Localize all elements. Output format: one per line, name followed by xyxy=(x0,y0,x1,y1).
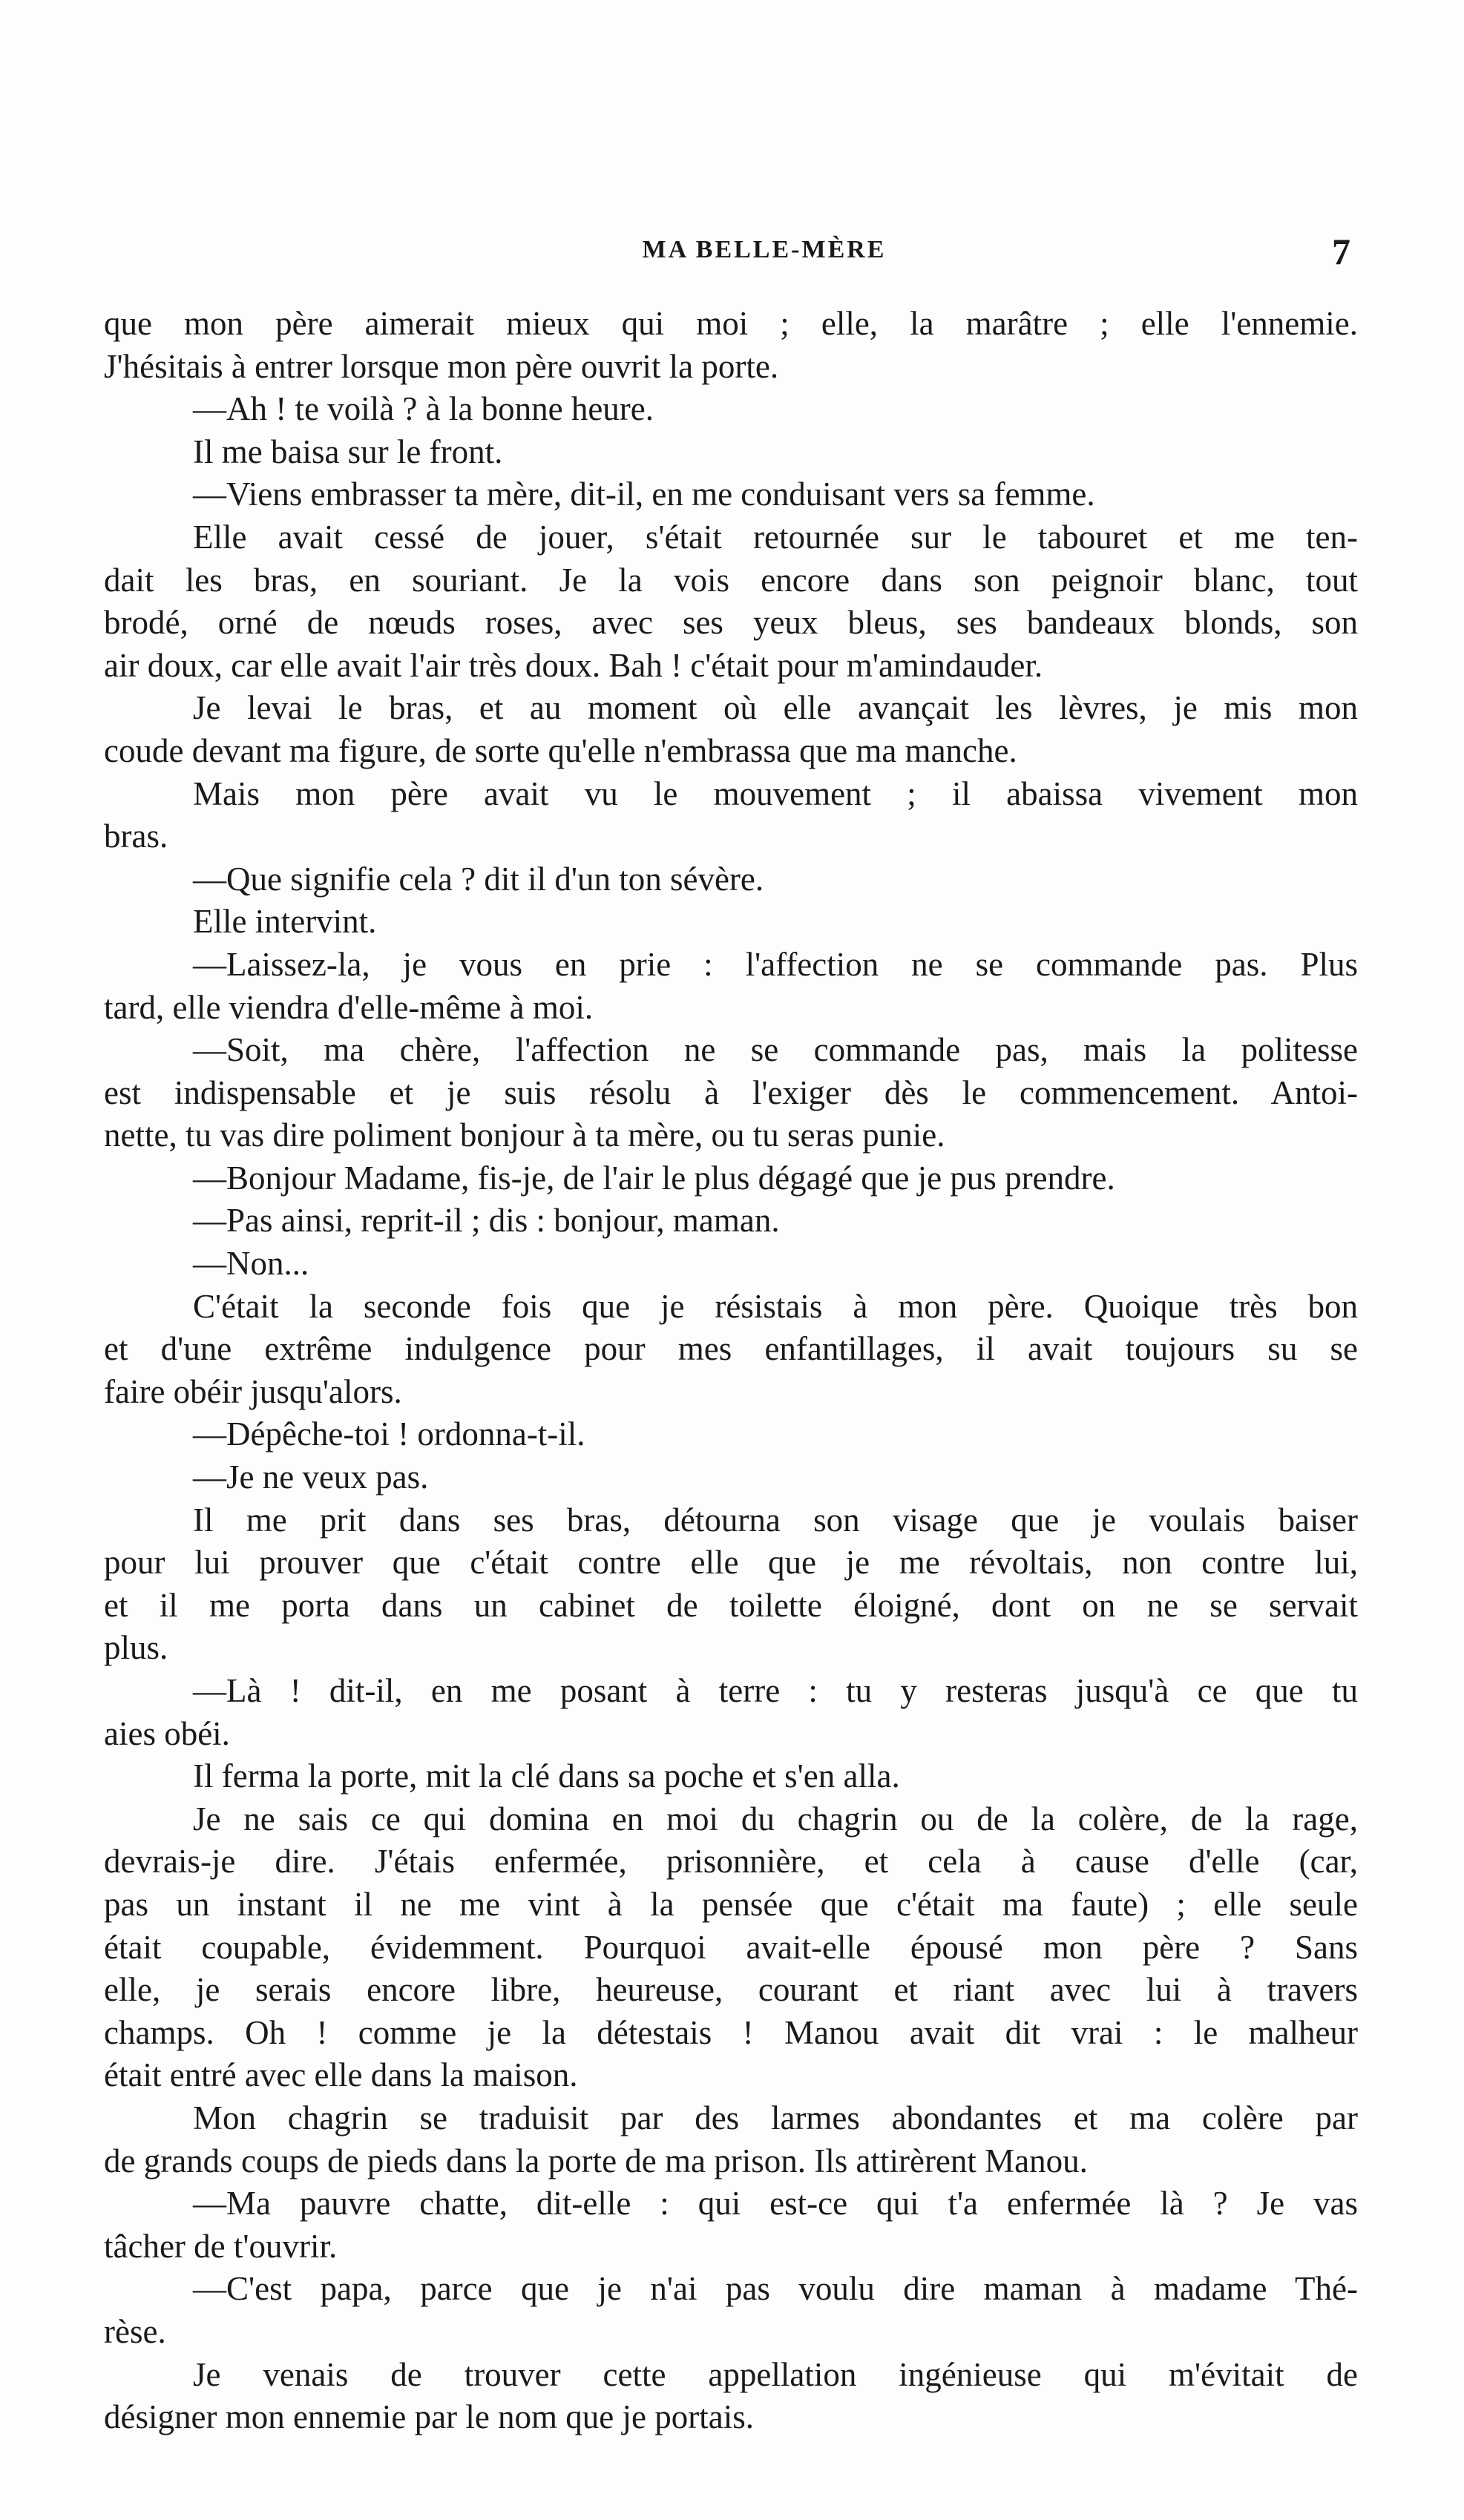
text-line: nette, tu vas dire poliment bonjour à ta mère, ou tu seras punie. xyxy=(104,1116,945,1154)
text-line: désigner mon ennemie par le nom que je portais. xyxy=(104,2398,754,2436)
running-head xyxy=(178,231,1350,280)
text-line: —Là ! dit-il, en me posant à terre : tu y resteras jusqu'à ce que tu xyxy=(193,1672,1358,1709)
text-line: Je levai le bras, et au moment où elle avançait les lèvres, je mis mon xyxy=(193,689,1358,727)
text-line: tâcher de t'ouvrir. xyxy=(104,2227,338,2265)
text-line: —Ma pauvre chatte, dit-elle : qui est-ce qui t'a enfermée là ? Je vas xyxy=(193,2185,1358,2223)
text-line: —Laissez-la, je vous en prie : l'affection ne se commande pas. Plus xyxy=(193,945,1358,983)
text-line: —Viens embrasser ta mère, dit-il, en me conduisant vers sa femme. xyxy=(193,476,1095,513)
text-line: —C'est papa, parce que je n'ai pas voulu dire maman à madame Thé- xyxy=(193,2270,1358,2308)
page-number: 7 xyxy=(1332,231,1350,272)
text-line: Je ne sais ce qui domina en moi du chagrin ou de la colère, de la rage, xyxy=(193,1800,1358,1838)
text-line: pour lui prouver que c'était contre elle que je me révoltais, non contre lui, xyxy=(104,1544,1358,1582)
text-line: brodé, orné de nœuds roses, avec ses yeux bleus, ses bandeaux blonds, son xyxy=(104,604,1358,642)
text-line: aies obéi. xyxy=(104,1714,230,1752)
text-line: —Je ne veux pas. xyxy=(193,1458,429,1496)
text-line: —Dépêche-toi ! ordonna-t-il. xyxy=(193,1415,585,1453)
text-line: Il ferma la porte, mit la clé dans sa poche et s'en alla. xyxy=(193,1757,900,1795)
text-line: Il me prit dans ses bras, détourna son visage que je voulais baiser xyxy=(193,1501,1358,1539)
text-line: J'hésitais à entrer lorsque mon père ouvrit la porte. xyxy=(104,347,779,385)
text-body xyxy=(104,303,1358,2439)
text-line: bras. xyxy=(104,817,168,855)
text-line: plus. xyxy=(104,1629,168,1667)
text-line: air doux, car elle avait l'air très doux. Bah ! c'était pour m'amindauder. xyxy=(104,646,1043,684)
text-line: de grands coups de pieds dans la porte de ma prison. Ils attirèrent Manou. xyxy=(104,2142,1088,2179)
text-line: —Que signifie cela ? dit il d'un ton sévère. xyxy=(193,860,764,898)
text-line: Il me baisa sur le front. xyxy=(193,432,503,470)
text-line: Elle avait cessé de jouer, s'était retournée sur le tabouret et me ten- xyxy=(193,518,1358,556)
text-line: —Bonjour Madame, fis-je, de l'air le plus dégagé que je pus prendre. xyxy=(193,1159,1115,1197)
text-line: coude devant ma figure, de sorte qu'elle n'embrassa que ma manche. xyxy=(104,731,1017,769)
text-line: tard, elle viendra d'elle-même à moi. xyxy=(104,988,594,1026)
text-line: était coupable, évidemment. Pourquoi avait-elle épousé mon père ? Sans xyxy=(104,1928,1358,1966)
text-line: devrais-je dire. J'étais enfermée, prisonnière, et cela à cause d'elle (car, xyxy=(104,1843,1358,1881)
text-line: était entré avec elle dans la maison. xyxy=(104,2056,578,2094)
text-line: est indispensable et je suis résolu à l'exiger dès le commencement. Antoi- xyxy=(104,1073,1358,1111)
text-line: —Ah ! te voilà ? à la bonne heure. xyxy=(193,390,654,428)
text-line: elle, je serais encore libre, heureuse, courant et riant avec lui à travers xyxy=(104,1971,1358,2009)
text-line: —Soit, ma chère, l'affection ne se commande pas, mais la politesse xyxy=(193,1031,1358,1069)
text-line: et il me porta dans un cabinet de toilette éloigné, dont on ne se servait xyxy=(104,1586,1358,1624)
text-line: C'était la seconde fois que je résistais à mon père. Quoique très bon xyxy=(193,1287,1358,1325)
text-line: Elle intervint. xyxy=(193,903,377,941)
running-title: MA BELLE-MÈRE xyxy=(642,236,887,263)
text-line: champs. Oh ! comme je la détestais ! Manou avait dit vrai : le malheur xyxy=(104,2013,1358,2051)
text-line: —Non... xyxy=(193,1245,309,1283)
text-line: Mon chagrin se traduisit par des larmes abondantes et ma colère par xyxy=(193,2099,1358,2136)
text-line: Je venais de trouver cette appellation ingénieuse qui m'évitait de xyxy=(193,2355,1358,2393)
text-line: —Pas ainsi, reprit-il ; dis : bonjour, maman. xyxy=(193,1202,780,1240)
text-line: faire obéir jusqu'alors. xyxy=(104,1372,402,1410)
text-line: dait les bras, en souriant. Je la vois encore dans son peignoir blanc, tout xyxy=(104,561,1358,599)
text-line: et d'une extrême indulgence pour mes enfantillages, il avait toujours su se xyxy=(104,1330,1358,1368)
text-line: Mais mon père avait vu le mouvement ; il abaissa vivement mon xyxy=(193,774,1358,812)
text-line: pas un instant il ne me vint à la pensée que c'était ma faute) ; elle seule xyxy=(104,1885,1358,1923)
text-line: rèse. xyxy=(104,2312,166,2350)
text-line: que mon père aimerait mieux qui moi ; elle, la marâtre ; elle l'ennemie. xyxy=(104,305,1358,342)
